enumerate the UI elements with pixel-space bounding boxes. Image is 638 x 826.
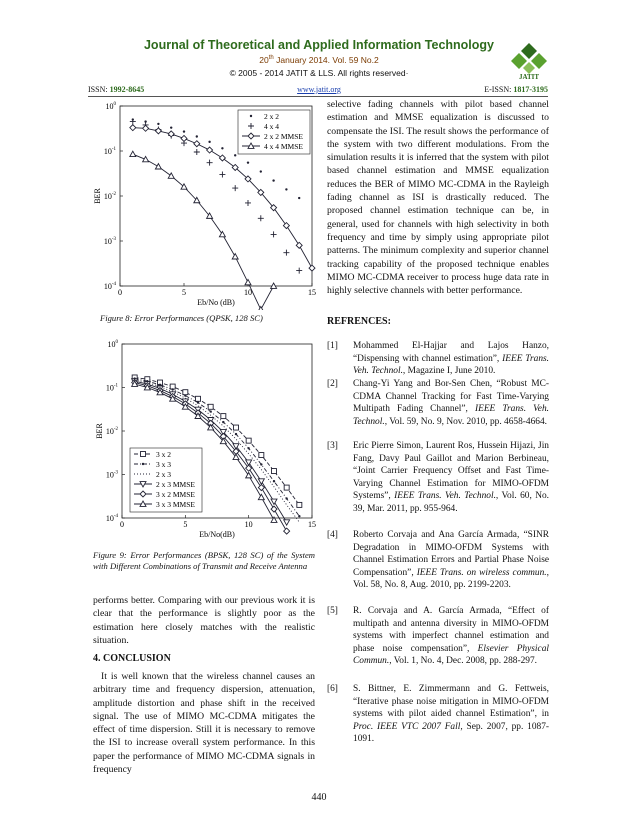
data-point: [271, 231, 277, 237]
issue-date: 20th January 2014. Vol. 59 No.2: [259, 55, 379, 65]
jatit-logo: [508, 42, 550, 80]
data-point: [143, 125, 149, 131]
x-tick-label: 5: [183, 520, 188, 529]
data-point: [259, 453, 264, 458]
data-point: [168, 173, 174, 178]
data-point: [130, 151, 136, 156]
data-point: [258, 485, 264, 491]
x-tick-label: 0: [120, 520, 124, 529]
legend-entry: 4 x 4: [264, 122, 279, 131]
x-tick-label: 0: [118, 288, 122, 297]
legend: [130, 448, 202, 512]
data-point: [194, 149, 200, 155]
legend-marker: [250, 115, 252, 117]
y-tick-label: $10^0$: [107, 340, 118, 349]
data-point: [155, 128, 161, 134]
data-point: [207, 147, 213, 153]
header-rule: [88, 96, 548, 97]
data-point: [273, 480, 275, 482]
y-axis-label: BER: [95, 423, 104, 439]
data-point: [283, 250, 289, 256]
data-point: [130, 125, 136, 131]
data-point: [283, 223, 289, 229]
data-point: [258, 479, 264, 484]
data-point: [258, 215, 264, 221]
y-tick-label: $10^{-4}$: [105, 514, 118, 523]
data-point: [246, 472, 252, 477]
data-point: [221, 414, 226, 419]
data-point: [246, 438, 251, 443]
legend-entry: 3 x 3 MMSE: [156, 500, 195, 509]
data-point: [245, 279, 251, 284]
legend-entry: 2 x 3 MMSE: [156, 480, 195, 489]
legend-entry: 2 x 2: [264, 112, 279, 121]
legend-entry: 3 x 2: [156, 450, 171, 459]
figure-9-chart: [90, 330, 320, 542]
data-point: [155, 164, 161, 169]
legend-entry: 3 x 3: [156, 460, 171, 469]
data-point: [258, 494, 264, 499]
data-point: [296, 242, 302, 248]
data-point: [130, 119, 136, 125]
data-point: [157, 123, 159, 125]
issn: ISSN: 1992-8645: [88, 85, 145, 94]
data-point: [258, 307, 264, 310]
data-point: [247, 161, 249, 163]
y-tick-label: $10^{-2}$: [105, 427, 118, 436]
data-point: [260, 170, 262, 172]
data-point: [232, 185, 238, 191]
eissn: E-ISSN: 1817-3195: [484, 85, 548, 94]
legend-entry: 2 x 2 MMSE: [264, 132, 303, 141]
conclusion-heading: 4. CONCLUSION: [93, 653, 171, 664]
data-point: [143, 156, 149, 161]
data-point: [234, 154, 236, 156]
data-point: [232, 254, 238, 259]
logo-text: JATIT: [518, 73, 540, 80]
y-tick-label: $10^{-1}$: [105, 383, 118, 393]
results-paragraph: performs better. Comparing with our previous work it is clear that the performance is slightly poor as the estimation here closely matches with the realistic situation.: [93, 595, 315, 646]
data-point: [247, 447, 249, 449]
figure-9-caption: Figure 9: Error Performances (BPSK, 128 SC) of the System with Different Combinations of Transmit and Receive Antenna: [93, 550, 315, 571]
data-point: [296, 268, 302, 274]
y-tick-label: $10^{-2}$: [103, 192, 116, 201]
page-number: 440: [311, 792, 327, 803]
data-point: [285, 497, 287, 499]
data-point: [298, 515, 300, 517]
data-point: [271, 506, 277, 512]
data-point: [272, 179, 274, 181]
data-point: [184, 394, 186, 396]
data-point: [272, 469, 277, 474]
x-tick-label: 15: [308, 288, 316, 297]
x-axis-label: Eb/No(dB): [199, 530, 235, 539]
y-tick-label: $10^0$: [105, 102, 116, 111]
x-tick-label: 15: [308, 520, 316, 529]
data-point: [194, 141, 200, 147]
references-heading: REFRENCES:: [327, 316, 391, 327]
data-point: [196, 135, 198, 137]
conclusion-paragraph: It is well known that the wireless channel causes an arbitrary time and frequency dispersion, attenuation, amplitude distortion and phase shift in the received signal. The use of MIMO MC-CDMA mitigates the effect of time dispersion. Still it is necessary to remove the ISI to increase overall system performance. In this paper the performance of MIMO MC-CDMA signals in frequency: [93, 671, 315, 776]
legend-entry: 4 x 4 MMSE: [264, 142, 303, 151]
y-tick-label: $10^{-3}$: [105, 470, 118, 480]
x-tick-label: 5: [182, 288, 186, 297]
y-tick-label: $10^{-4}$: [103, 282, 116, 291]
data-point: [298, 197, 300, 199]
data-point: [235, 433, 237, 435]
data-point: [170, 126, 172, 128]
data-point: [284, 528, 290, 534]
data-point: [196, 396, 201, 401]
data-point: [285, 188, 287, 190]
legend: [238, 110, 310, 154]
legend-entry: 3 x 2 MMSE: [156, 490, 195, 499]
y-axis-label: BER: [93, 188, 102, 204]
data-point: [209, 410, 211, 412]
x-tick-label: 10: [244, 288, 252, 297]
journal-title: Journal of Theoretical and Applied Information Technology: [143, 38, 495, 52]
legend-marker: [141, 452, 146, 457]
y-tick-label: $10^{-3}$: [103, 237, 116, 246]
data-point: [208, 141, 210, 143]
legend-entry: 2 x 3: [156, 470, 171, 479]
data-point: [245, 200, 251, 206]
y-tick-label: $10^{-1}$: [103, 147, 116, 156]
data-point: [183, 390, 188, 395]
data-point: [221, 147, 223, 149]
figure-8-caption: Figure 8: Error Performances (QPSK, 128 SC): [100, 313, 263, 323]
conclusion-continued: selective fading channels with pilot based channel estimation and MMSE equalization is discussed to compensate the ISI. The result shows the performance of the system with two different modulations. From the simulation results it is inferred that the system with pilot based channel estimation and MMSE equalization reduces the BER of MIMO MC-CDMA in the Rayleigh fading channel as ISI is drastically reduced. The proposed channel estimation technique can be, in general, used for channels with high selectivity in both frequency and time by simply using appropriate pilot patterns. The minimum complexity and superior channel tracking capability of the proposed technique enables MIMO MC-CDMA receiver to process huge data rate in highly selective channels with better performance.: [327, 99, 549, 297]
x-axis-label: Eb/No (dB): [197, 298, 235, 307]
data-point: [183, 130, 185, 132]
data-point: [219, 231, 225, 236]
data-point: [207, 160, 213, 166]
data-point: [219, 172, 225, 178]
data-point: [284, 520, 290, 525]
x-tick-label: 10: [244, 520, 253, 529]
data-point: [222, 421, 224, 423]
figure-8-chart: [90, 98, 318, 310]
data-point: [171, 388, 173, 390]
data-point: [297, 502, 302, 507]
data-point: [309, 265, 315, 271]
data-point: [234, 425, 239, 430]
data-point: [284, 485, 289, 490]
legend-marker: [142, 463, 144, 465]
data-point: [271, 499, 277, 504]
data-point: [260, 463, 262, 465]
data-point: [197, 401, 199, 403]
journal-url[interactable]: www.jatit.org: [297, 85, 341, 94]
data-point: [181, 135, 187, 141]
copyright-line: © 2005 - 2014 JATIT & LLS. All rights reserved·: [229, 68, 409, 78]
data-point: [208, 404, 213, 409]
